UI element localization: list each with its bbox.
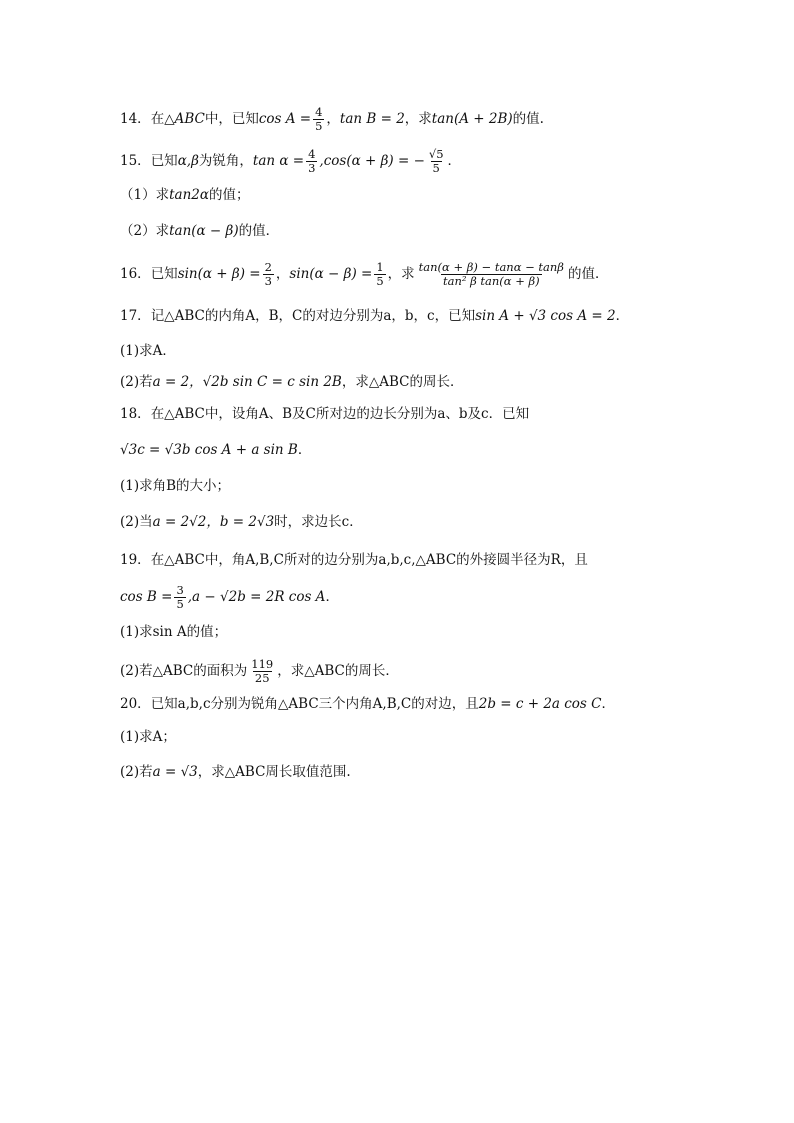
- problem-number: 14．: [120, 111, 151, 127]
- text: ，求△ABC的周长．: [277, 663, 399, 679]
- problem-16: [120, 261, 608, 288]
- math-expr: tan(A + 2B): [431, 111, 513, 127]
- problem-number: 15．: [120, 153, 151, 169]
- problem-15: [120, 148, 461, 175]
- text: 在△ABC中，角A,B,C所对的边分别为a,b,c,△ABC的外接圆半径为R，且: [150, 552, 588, 568]
- text: 已知: [150, 266, 178, 282]
- text: 的值；: [208, 187, 250, 203]
- fraction: $\frac{2}{3}$: [264, 260, 272, 288]
- text: (1)求角B的大小；: [120, 478, 231, 494]
- problem-20: [120, 694, 615, 714]
- text: 的值．: [567, 266, 609, 282]
- text: 的值．: [238, 223, 280, 239]
- problem-18-q1: [120, 476, 230, 496]
- problem-number: 17．: [120, 308, 151, 324]
- math-expr: tan B = 2: [339, 111, 405, 127]
- problem-14: [120, 106, 544, 133]
- text: 在△ABC中，设角A、B及C所对边的边长分别为a、b及c．已知: [150, 406, 530, 422]
- problem-15-q1: [120, 185, 249, 205]
- text: （1）求: [120, 187, 170, 203]
- text: (2)若: [120, 374, 153, 390]
- text: ，: [275, 266, 290, 282]
- math-expr: ,a − √2b = 2R cos A: [187, 589, 326, 605]
- text: 中，已知: [204, 111, 259, 127]
- text: 在: [150, 111, 165, 127]
- text: ．: [601, 696, 615, 712]
- math-expr: tan α =: [252, 153, 305, 169]
- math-expr: sin(α + β) =: [177, 266, 261, 282]
- problem-19-q2: [120, 658, 399, 685]
- text: ．: [297, 442, 312, 458]
- problem-17-q2: [120, 372, 463, 392]
- math-expr: △ABC: [164, 111, 205, 127]
- text: 为锐角，: [198, 153, 253, 169]
- text: 已知: [150, 153, 178, 169]
- math-expr: tan2α: [169, 187, 209, 203]
- problem-17-q1: [120, 341, 176, 361]
- math-expr: cos B =: [120, 589, 173, 605]
- problem-18: [120, 404, 529, 424]
- text: ，求△ABC周长取值范围.: [197, 764, 351, 780]
- text: 的值.: [512, 111, 544, 127]
- problem-number: 18．: [120, 406, 151, 422]
- text: 已知a,b,c分别为锐角△ABC三个内角A,B,C的对边，且: [150, 696, 479, 712]
- fraction: $\frac{\tan(\alpha + \beta) - \tan\alpha - \tan\beta}{\text{tan² β tan(α + β)}}$: [418, 260, 564, 288]
- problem-number: 19．: [120, 552, 151, 568]
- math-expr: α,β: [177, 153, 199, 169]
- text: ．: [615, 308, 630, 324]
- math-expr: ,cos(α + β) = −: [319, 153, 425, 169]
- math-expr: tan(α − β): [169, 223, 239, 239]
- problem-20-q1: [120, 727, 176, 747]
- math-expr: a = √3: [152, 764, 198, 780]
- problem-19-q1: [120, 622, 227, 642]
- fraction: $\frac{4}{5}$: [315, 105, 323, 133]
- text: (2)当: [120, 514, 153, 530]
- math-expr: sin A + √3 cos A = 2: [475, 308, 616, 324]
- fraction: $\frac{3}{5}$: [176, 583, 184, 611]
- problem-number: 16．: [120, 266, 151, 282]
- fraction: $\frac{√5}{5}$: [428, 147, 444, 175]
- text: (1)求sin A的值；: [120, 624, 228, 640]
- text: ，求: [387, 266, 415, 282]
- text: ，: [326, 111, 340, 127]
- problem-15-q2: [120, 221, 279, 241]
- text: ，求△ABC的周长．: [341, 374, 464, 390]
- fraction: $\frac{4}{3}$: [308, 147, 316, 175]
- math-expr: 2b = c + 2a cos C: [478, 696, 602, 712]
- problem-18-q2: [120, 512, 363, 532]
- text: (2)若: [120, 764, 153, 780]
- problem-18-cond: [120, 440, 311, 460]
- text: (1)求A；: [120, 729, 176, 745]
- text: (2)若△ABC的面积为: [120, 663, 248, 679]
- math-expr: cos A =: [258, 111, 312, 127]
- problem-number: 20．: [120, 696, 151, 712]
- fraction: $\frac{1}{5}$: [376, 260, 384, 288]
- math-expr: sin(α − β) =: [289, 266, 373, 282]
- text: 记△ABC的内角A，B，C的对边分别为a，b，c，已知: [150, 308, 476, 324]
- problem-17: [120, 306, 629, 326]
- text: ．: [447, 153, 462, 169]
- text: ．: [325, 589, 339, 605]
- problem-19: [120, 550, 588, 570]
- math-expr: a = 2，√2b sin C = c sin 2B: [152, 374, 342, 390]
- problem-20-q2: [120, 762, 351, 782]
- fraction: $\frac{119}{25}$: [251, 657, 274, 685]
- math-expr: √3c = √3b cos A + a sin B: [120, 442, 298, 458]
- text: （2）求: [120, 223, 170, 239]
- text: ，求: [404, 111, 432, 127]
- problem-19-cond: [120, 584, 339, 611]
- math-expr: a = 2√2，b = 2√3: [152, 514, 275, 530]
- text: (1)求A．: [120, 343, 176, 359]
- text: 时，求边长c．: [274, 514, 363, 530]
